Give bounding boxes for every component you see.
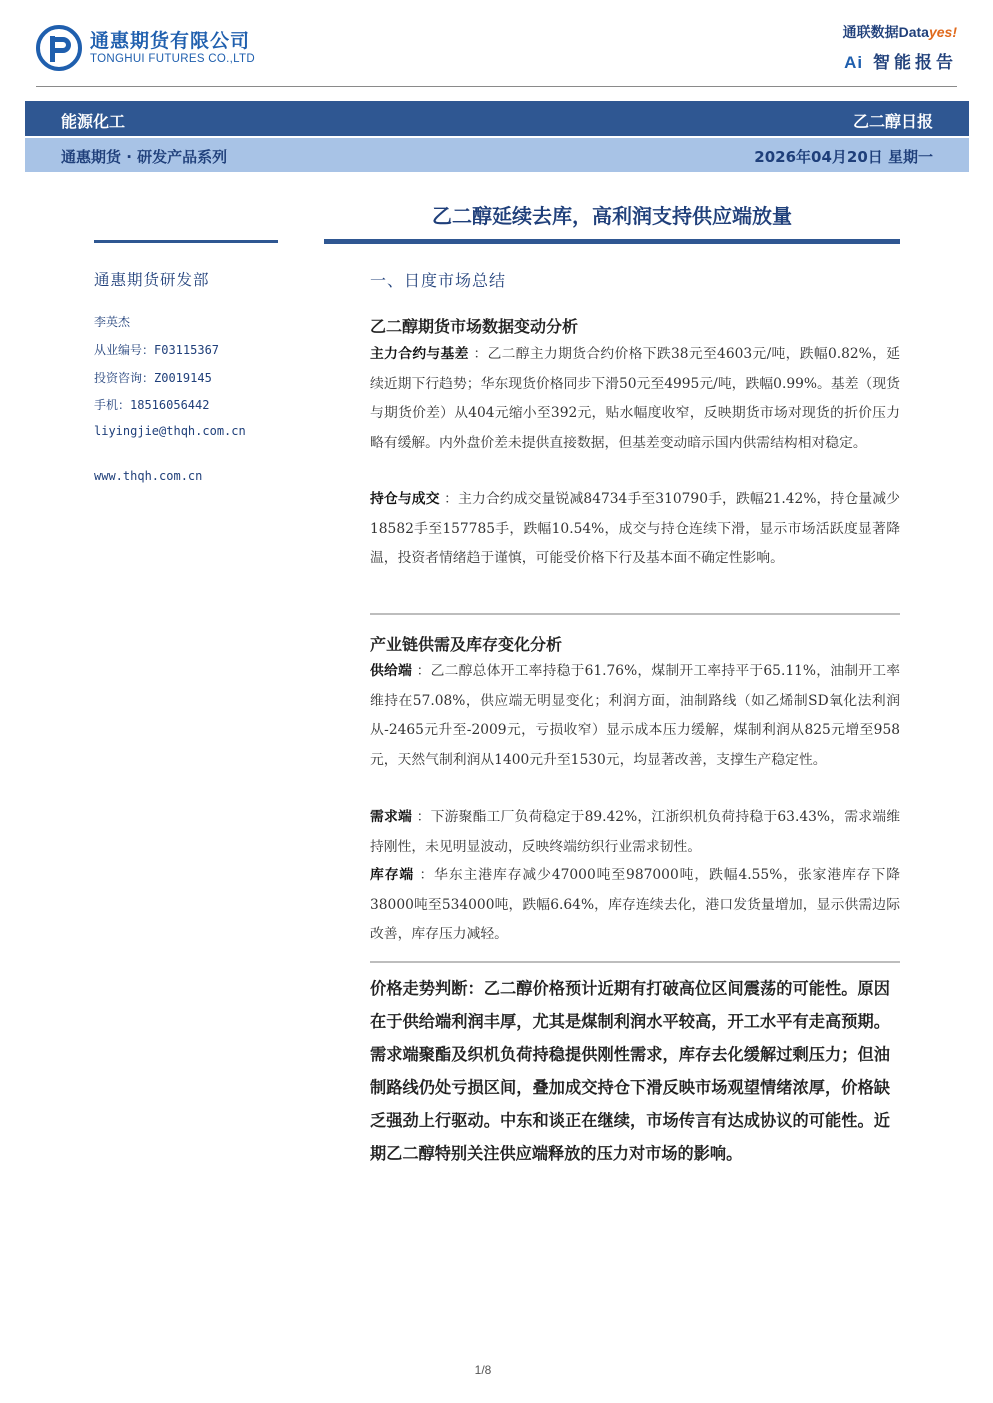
ai-report-brand <box>844 48 957 73</box>
report-headline: 乙二醇延续去库，高利润支持供应端放量 <box>432 204 792 228</box>
paragraph-key: 库存端 <box>370 867 415 883</box>
company-name-cn: 通惠期货有限公司 <box>90 30 251 52</box>
website-link[interactable]: www.thqh.com.cn <box>94 469 203 483</box>
paragraph-key: 主力合约与基差 <box>370 346 469 362</box>
chain-analysis-title: 产业链供需及库存变化分析 <box>370 635 563 654</box>
company-name-en: TONGHUI FUTURES CO.,LTD <box>90 53 255 65</box>
brand-report: 智能报告 <box>873 53 957 73</box>
paragraph-contract-basis <box>370 340 900 458</box>
section-divider <box>370 613 900 615</box>
report-date: 2026年04月20日 星期一 <box>754 148 933 166</box>
report-type: 乙二醇日报 <box>852 112 933 131</box>
paragraph-text: ：华东主港库存减少47000吨至987000吨，跌幅4.55%，张家港库存下降38000吨至534000吨，跌幅6.64%，库存连续去化，港口发货量增加，显示供需边际改善，库存压力减轻。 <box>370 867 900 942</box>
paragraph-text: ：主力合约成交量锐减84734手至310790手，跌幅21.42%，持仓量减少18582手至157785手，跌幅10.54%，成交与持仓连续下滑，显示市场活跃度显著降温，投资者情绪趋于谨慎，可能受价格下行及基本面不确定性影响。 <box>370 491 900 566</box>
analyst-name: 李英杰 <box>94 315 131 329</box>
sector-label: 能源化工 <box>61 112 126 131</box>
department-name: 通惠期货研发部 <box>94 271 210 289</box>
license-number: 从业编号：F03115367 <box>94 343 220 357</box>
section-divider <box>370 961 900 963</box>
brand-data: Data <box>898 24 929 40</box>
email-link[interactable]: liyingjie@thqh.com.cn <box>94 424 246 438</box>
paragraph-supply <box>370 657 900 775</box>
section-title: 一、日度市场总结 <box>370 271 507 290</box>
page-number: 1/8 <box>474 1363 492 1377</box>
series-bar <box>25 138 969 172</box>
company-logo <box>36 22 276 74</box>
tonghui-logo-icon <box>36 25 82 71</box>
paragraph-text: ：乙二醇总体开工率持稳于61.76%，煤制开工率持平于65.11%，油制开工率维持在57.08%，供应端无明显变化；利润方面，油制路线（如乙烯制SD氧化法利润从-2465元升至-2009元，亏损收窄）显示成本压力缓解，煤制利润从825元增至958元，天然气制利润从1400元升至1530元，均显著改善，支撑生产稳定性。 <box>370 663 900 768</box>
header-divider <box>36 86 957 87</box>
sidebar-top-rule <box>94 240 278 243</box>
paragraph-demand <box>370 803 900 862</box>
sector-bar <box>25 101 969 136</box>
paragraph-text: ：下游聚酯工厂负荷稳定于89.42%，江浙织机负荷持稳于63.43%，需求端维持刚性，未见明显波动，反映终端纺织行业需求韧性。 <box>370 809 900 855</box>
brand-yes: yes! <box>928 24 957 40</box>
paragraph-key: 持仓与成交 <box>370 491 440 507</box>
paragraph-key: 供给端 <box>370 663 412 679</box>
brand-prefix: 通联数据 <box>842 24 899 40</box>
paragraph-position-volume <box>370 485 900 574</box>
consult-number: 投资咨询：Z0019145 <box>94 371 212 385</box>
paragraph-key: 需求端 <box>370 809 412 825</box>
paragraph-inventory <box>370 861 900 950</box>
datayes-brand <box>843 22 957 42</box>
headline-underline <box>324 239 900 244</box>
price-judgement: 价格走势判断：乙二醇价格预计近期有打破高位区间震荡的可能性。原因在于供给端利润丰厚，尤其是煤制利润水平较高，开工水平有走高预期。需求端聚酯及织机负荷持稳提供刚性需求，库存去化缓解过剩压力；但油制路线仍处亏损区间，叠加成交持仓下滑反映市场观望情绪浓厚，价格缺乏强劲上行驱动。中东和谈正在继续，市场传言有达成协议的可能性。近期乙二醇特别关注供应端释放的压力对市场的影响。 <box>370 979 890 1163</box>
paragraph-text: ：乙二醇主力期货合约价格下跌38元至4603元/吨，跌幅0.82%，延续近期下行趋势；华东现货价格同步下滑50元至4995元/吨，跌幅0.99%。基差（现货与期货价差）从404元缩小至392元，贴水幅度收窄，反映期货市场对现货的折价压力略有缓解。内外盘价差未提供直接数据，但基差变动暗示国内供需结构相对稳定。 <box>370 346 901 451</box>
phone-number: 手机：18516056442 <box>94 398 210 412</box>
futures-analysis-title: 乙二醇期货市场数据变动分析 <box>370 317 579 336</box>
series-label: 通惠期货 · 研发产品系列 <box>61 148 228 166</box>
brand-ai: Ai <box>844 53 864 72</box>
